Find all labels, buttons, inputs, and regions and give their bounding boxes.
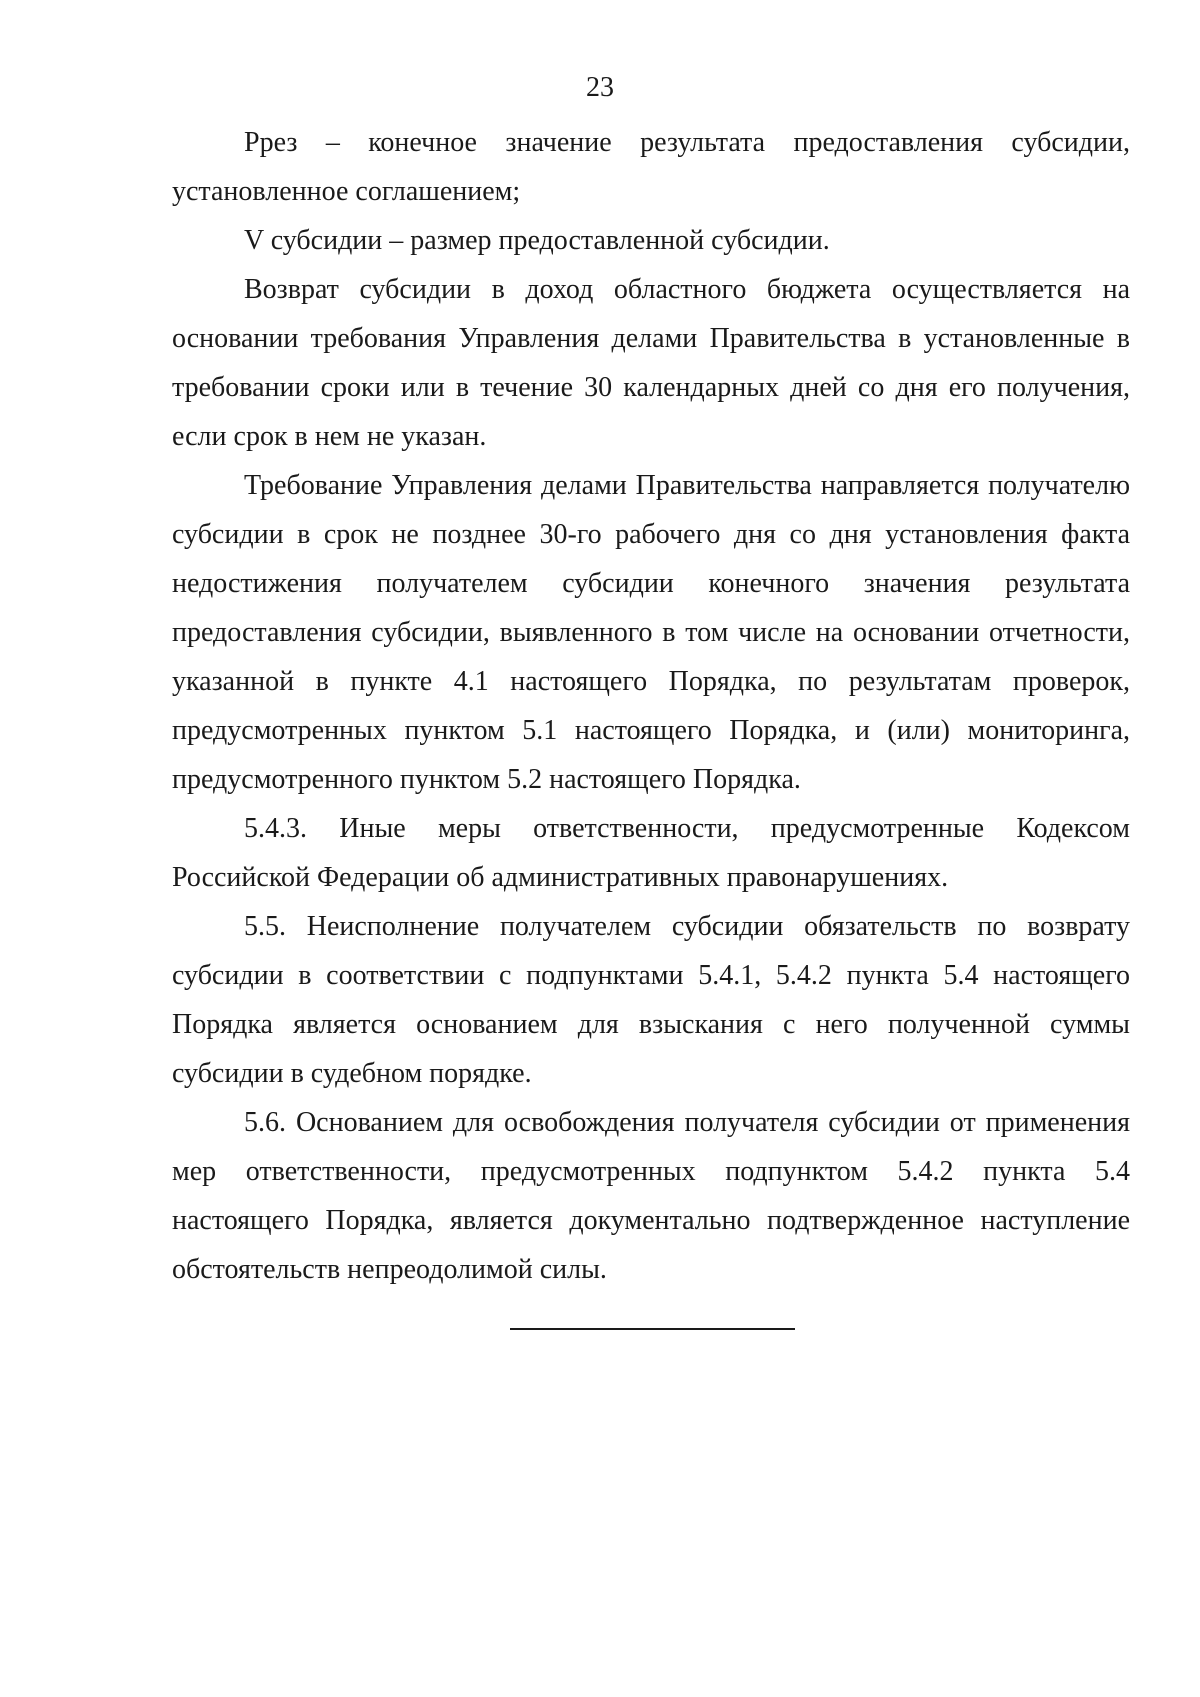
paragraph-subsidy-return: Возврат субсидии в доход областного бюджета осуществляется на основании требования Управления делами Правительства в установленные в требовании сроки или в течение 30 календарных дней со дня его получения, если срок в нем не указан.: [172, 274, 1130, 452]
paragraph-5-5: 5.5. Неисполнение получателем субсидии обязательств по возврату субсидии в соответствии с подпунктами 5.4.1, 5.4.2 пункта 5.4 настоящего Порядка является основанием для взыскания с него полученной суммы субсидии в судебном порядке.: [172, 911, 1130, 1089]
paragraph-v-subsidy-definition: V субсидии – размер предоставленной субсидии.: [244, 225, 830, 256]
end-of-document-line: [510, 1328, 795, 1330]
paragraph-requirement: Требование Управления делами Правительства направляется получателю субсидии в срок не позднее 30-го рабочего дня со дня установления факта недостижения получателем субсидии конечного значения результата предоставления субсидии, выявленного в том числе на основании отчетности, указанной в пункте 4.1 настоящего Порядка, по результатам проверок, предусмотренных пунктом 5.1 настоящего Порядка, и (или) мониторинга, предусмотренного пунктом 5.2 настоящего Порядка.: [172, 470, 1130, 795]
page-number: 23: [586, 72, 614, 103]
paragraph-p-rez-definition: Pрез – конечное значение результата предоставления субсидии, установленное соглашением;: [172, 127, 1130, 207]
document-body: [172, 118, 1130, 1294]
paragraph-5-4-3: 5.4.3. Иные меры ответственности, предусмотренные Кодексом Российской Федерации об административных правонарушениях.: [172, 813, 1130, 893]
paragraph-5-6: 5.6. Основанием для освобождения получателя субсидии от применения мер ответственности, предусмотренных подпунктом 5.4.2 пункта 5.4 настоящего Порядка, является документально подтвержденное наступление обстоятельств непреодолимой силы.: [172, 1107, 1130, 1285]
